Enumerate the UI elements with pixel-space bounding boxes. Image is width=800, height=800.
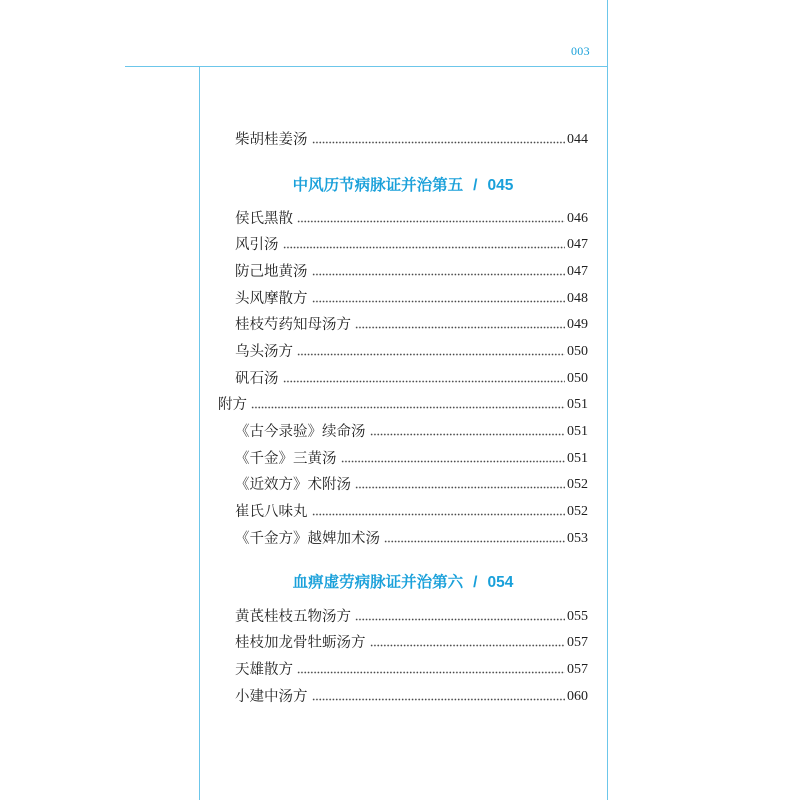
page-number: 003 xyxy=(571,44,590,58)
dot-leader xyxy=(384,526,565,553)
toc-entry xyxy=(218,472,588,499)
toc-entry-page: 044 xyxy=(567,131,588,147)
dot-leader xyxy=(251,392,565,419)
dot-leader xyxy=(297,657,565,684)
chapter-heading-page: 054 xyxy=(487,574,514,591)
toc-previous-chapter-entries xyxy=(218,127,588,154)
toc-entry-title: 附方 xyxy=(218,397,247,414)
dot-leader xyxy=(312,259,566,286)
toc-entry-title: 桂枝加龙骨牡蛎汤方 xyxy=(235,635,366,652)
chapter-heading-title: 中风历节病脉证并治第五 xyxy=(292,177,464,194)
toc-entry-page: 050 xyxy=(567,370,588,386)
dot-leader xyxy=(297,339,565,366)
toc-entry xyxy=(218,206,588,233)
toc-entry-page: 048 xyxy=(567,290,588,306)
page-right-rule xyxy=(607,0,608,800)
toc-entry xyxy=(218,526,588,553)
toc-entry xyxy=(218,312,588,339)
toc-entry-title: 矾石汤 xyxy=(235,370,279,387)
dot-leader xyxy=(341,446,566,473)
toc-entry xyxy=(218,604,588,631)
dot-leader xyxy=(370,419,566,446)
toc-entry xyxy=(218,286,588,313)
toc-entry-page: 051 xyxy=(567,397,588,413)
dot-leader xyxy=(297,206,565,233)
toc-chapter-entries xyxy=(218,604,588,711)
toc-entry xyxy=(218,366,588,393)
dot-leader xyxy=(312,499,566,526)
toc-entry-page: 051 xyxy=(567,450,588,466)
toc-entry xyxy=(218,339,588,366)
toc-entry-title: 《近效方》术附汤 xyxy=(235,477,351,494)
toc-entry-page: 046 xyxy=(567,210,588,226)
toc-entry xyxy=(218,419,588,446)
toc-entry xyxy=(218,657,588,684)
toc-entry-title: 乌头汤方 xyxy=(235,343,293,360)
page-top-rule xyxy=(125,66,608,67)
chapter-heading-page: 045 xyxy=(487,177,514,194)
toc-entry-page: 052 xyxy=(567,503,588,519)
toc-entry xyxy=(218,127,588,154)
dot-leader xyxy=(312,127,566,154)
dot-leader xyxy=(312,684,566,711)
toc-entry-title: 风引汤 xyxy=(235,237,279,254)
toc-appendix-entry xyxy=(218,392,588,419)
toc-entry xyxy=(218,684,588,711)
chapter-heading-separator: / xyxy=(473,574,478,591)
toc-entry-title: 头风摩散方 xyxy=(235,290,308,307)
toc-entry xyxy=(218,232,588,259)
dot-leader xyxy=(283,232,566,259)
toc-entry-title: 天雄散方 xyxy=(235,661,293,678)
toc-entry-title: 小建中汤方 xyxy=(235,688,308,705)
toc-entry xyxy=(218,259,588,286)
chapter-heading-separator: / xyxy=(473,177,478,194)
toc-entry-page: 047 xyxy=(567,237,588,253)
toc-entry-page: 057 xyxy=(567,635,588,651)
toc-entry-title: 柴胡桂姜汤 xyxy=(235,131,308,148)
dot-leader xyxy=(283,366,566,393)
toc-entry-title: 《千金》三黄汤 xyxy=(235,450,337,467)
toc-entry xyxy=(218,630,588,657)
dot-leader xyxy=(355,604,565,631)
chapter-heading-title: 血痹虚劳病脉证并治第六 xyxy=(292,574,464,591)
toc-entry-page: 055 xyxy=(567,608,588,624)
toc-entry-page: 052 xyxy=(567,477,588,493)
dot-leader xyxy=(370,630,566,657)
toc-entry xyxy=(218,499,588,526)
dot-leader xyxy=(355,312,565,339)
page-left-rule xyxy=(199,66,200,800)
toc-entry-title: 《千金方》越婢加术汤 xyxy=(235,530,380,547)
toc-entry-title: 防己地黄汤 xyxy=(235,263,308,280)
toc-entry-page: 049 xyxy=(567,317,588,333)
chapter-heading xyxy=(218,569,588,597)
toc-entry-page: 047 xyxy=(567,263,588,279)
dot-leader xyxy=(355,472,565,499)
toc-entry-title: 《古今录验》续命汤 xyxy=(235,423,366,440)
toc-entry xyxy=(218,446,588,473)
toc-entry-title: 崔氏八味丸 xyxy=(235,503,308,520)
toc-entry-page: 057 xyxy=(567,661,588,677)
toc-entry-title: 黄芪桂枝五物汤方 xyxy=(235,608,351,625)
toc-entry-title: 桂枝芍药知母汤方 xyxy=(235,317,351,334)
toc-entry-page: 051 xyxy=(567,423,588,439)
toc-chapter-entries xyxy=(218,206,588,553)
dot-leader xyxy=(312,286,566,313)
chapter-heading xyxy=(218,172,588,200)
toc-entry-page: 060 xyxy=(567,688,588,704)
toc-entry-title: 侯氏黑散 xyxy=(235,210,293,227)
toc-entry-page: 053 xyxy=(567,530,588,546)
toc-entry-page: 050 xyxy=(567,343,588,359)
